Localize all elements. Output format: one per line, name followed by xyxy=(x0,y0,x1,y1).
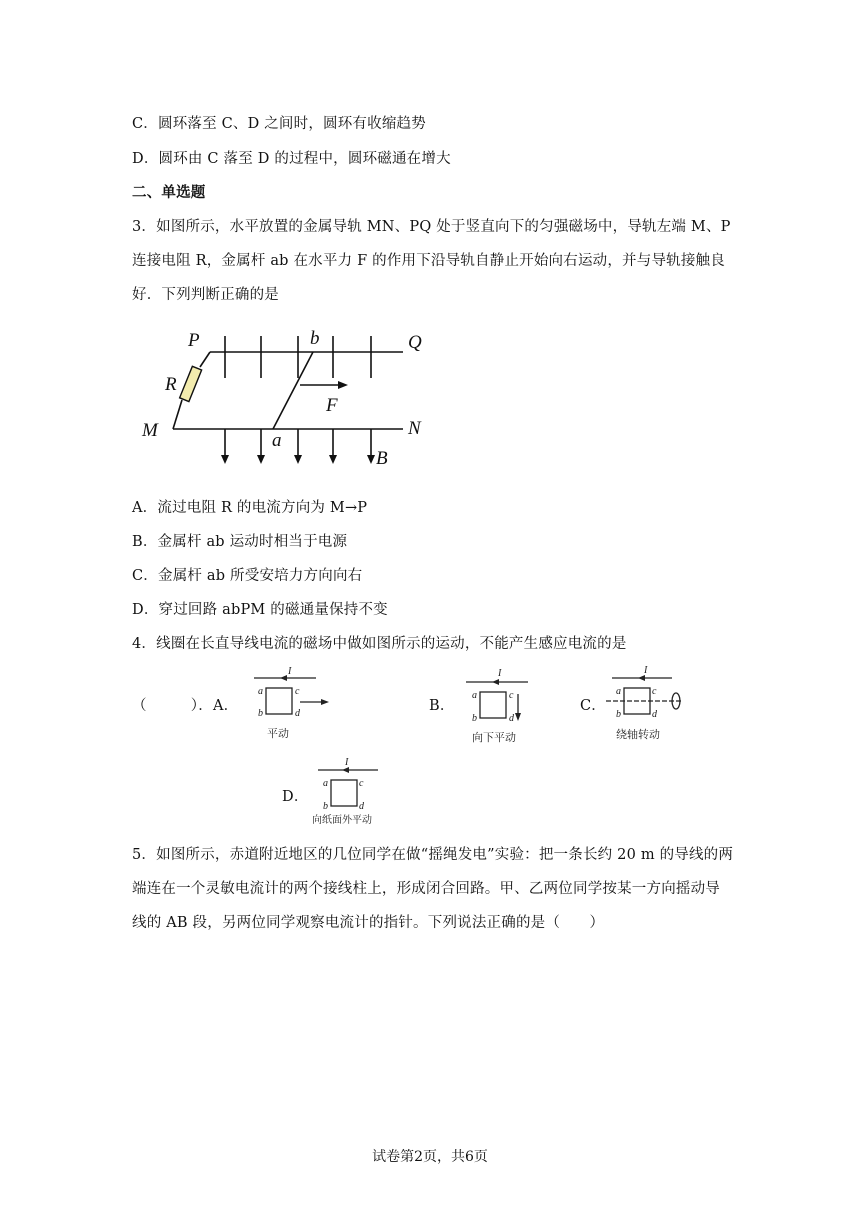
label-p: P xyxy=(188,330,200,351)
i-label: I xyxy=(644,665,648,676)
q5-stem-line3: 线的 AB 段，另两位同学观察电流计的指针。下列说法正确的是（ ） xyxy=(132,915,605,931)
label-q: Q xyxy=(408,332,422,353)
corner-c: c xyxy=(359,778,364,789)
corner-b: b xyxy=(472,713,477,724)
corner-a: a xyxy=(258,686,263,697)
page-footer: 试卷第2页，共6页 xyxy=(372,1149,488,1165)
q3-stem-line1: 3．如图所示，水平放置的金属导轨 MN、PQ 处于竖直向下的匀强磁场中，导轨左端 M、P xyxy=(132,219,731,235)
resistor xyxy=(180,366,202,401)
q4-option-b-label: B． xyxy=(429,698,455,714)
label-n: N xyxy=(408,418,421,439)
q4-figure-a xyxy=(250,664,340,746)
i-label: I xyxy=(288,666,292,677)
label-r: R xyxy=(165,374,177,395)
corner-a: a xyxy=(472,690,477,701)
label-b-rod: b xyxy=(310,328,320,349)
section-title: 二、单选题 xyxy=(132,184,206,201)
corner-b: b xyxy=(258,708,263,719)
caption-a: 平动 xyxy=(267,728,289,740)
q3-stem-line2: 连接电阻 R，金属杆 ab 在水平力 F 的作用下沿导轨自静止开始向右运动，并与导轨接触良 xyxy=(132,253,725,269)
q4-option-d-label: D． xyxy=(282,789,309,805)
q3-figure xyxy=(138,322,438,472)
corner-d: d xyxy=(295,708,300,719)
q4-blank-a: （ ）．A． xyxy=(132,698,239,714)
q3-stem-line3: 好．下列判断正确的是 xyxy=(132,287,279,303)
corner-c: c xyxy=(509,690,514,701)
corner-d: d xyxy=(652,709,657,720)
label-f: F xyxy=(326,395,338,416)
caption-c: 绕轴转动 xyxy=(616,729,660,741)
caption-b: 向下平动 xyxy=(472,732,516,744)
q5-stem-line2: 端连在一个灵敏电流计的两个接线柱上，形成闭合回路。甲、乙两位同学按某一方向摇动导 xyxy=(132,881,720,897)
corner-b: b xyxy=(616,709,621,720)
q4-stem: 4．线圈在长直导线电流的磁场中做如图所示的运动，不能产生感应电流的是 xyxy=(132,636,627,652)
label-b-field: B xyxy=(376,448,388,469)
q4-figure-c xyxy=(604,662,694,744)
q4-option-c-label: C． xyxy=(580,698,606,714)
corner-a: a xyxy=(323,778,328,789)
label-a-rod: a xyxy=(272,430,282,451)
label-m: M xyxy=(142,420,158,441)
corner-b: b xyxy=(323,801,328,812)
q3-option-d: D．穿过回路 abPM 的磁通量保持不变 xyxy=(132,602,388,618)
corner-c: c xyxy=(295,686,300,697)
i-label: I xyxy=(498,668,502,679)
i-label: I xyxy=(345,757,349,768)
q2-option-d: D．圆环由 C 落至 D 的过程中，圆环磁通在增大 xyxy=(132,151,451,167)
q2-option-c: C．圆环落至 C、D 之间时，圆环有收缩趋势 xyxy=(132,116,426,132)
caption-d: 向纸面外平动 xyxy=(312,815,372,826)
corner-d: d xyxy=(359,801,364,812)
corner-d: d xyxy=(509,713,514,724)
q5-stem-line1: 5．如图所示，赤道附近地区的几位同学在做“摇绳发电”实验：把一条长约 20 m 的导线的两 xyxy=(132,847,734,863)
q4-figure-b xyxy=(462,664,552,746)
q3-option-b: B．金属杆 ab 运动时相当于电源 xyxy=(132,534,348,550)
q3-option-a: A．流过电阻 R 的电流方向为 M→P xyxy=(132,500,368,516)
q4-figure-d xyxy=(308,756,398,826)
q3-option-c: C．金属杆 ab 所受安培力方向向右 xyxy=(132,568,363,584)
corner-a: a xyxy=(616,686,621,697)
corner-c: c xyxy=(652,686,657,697)
